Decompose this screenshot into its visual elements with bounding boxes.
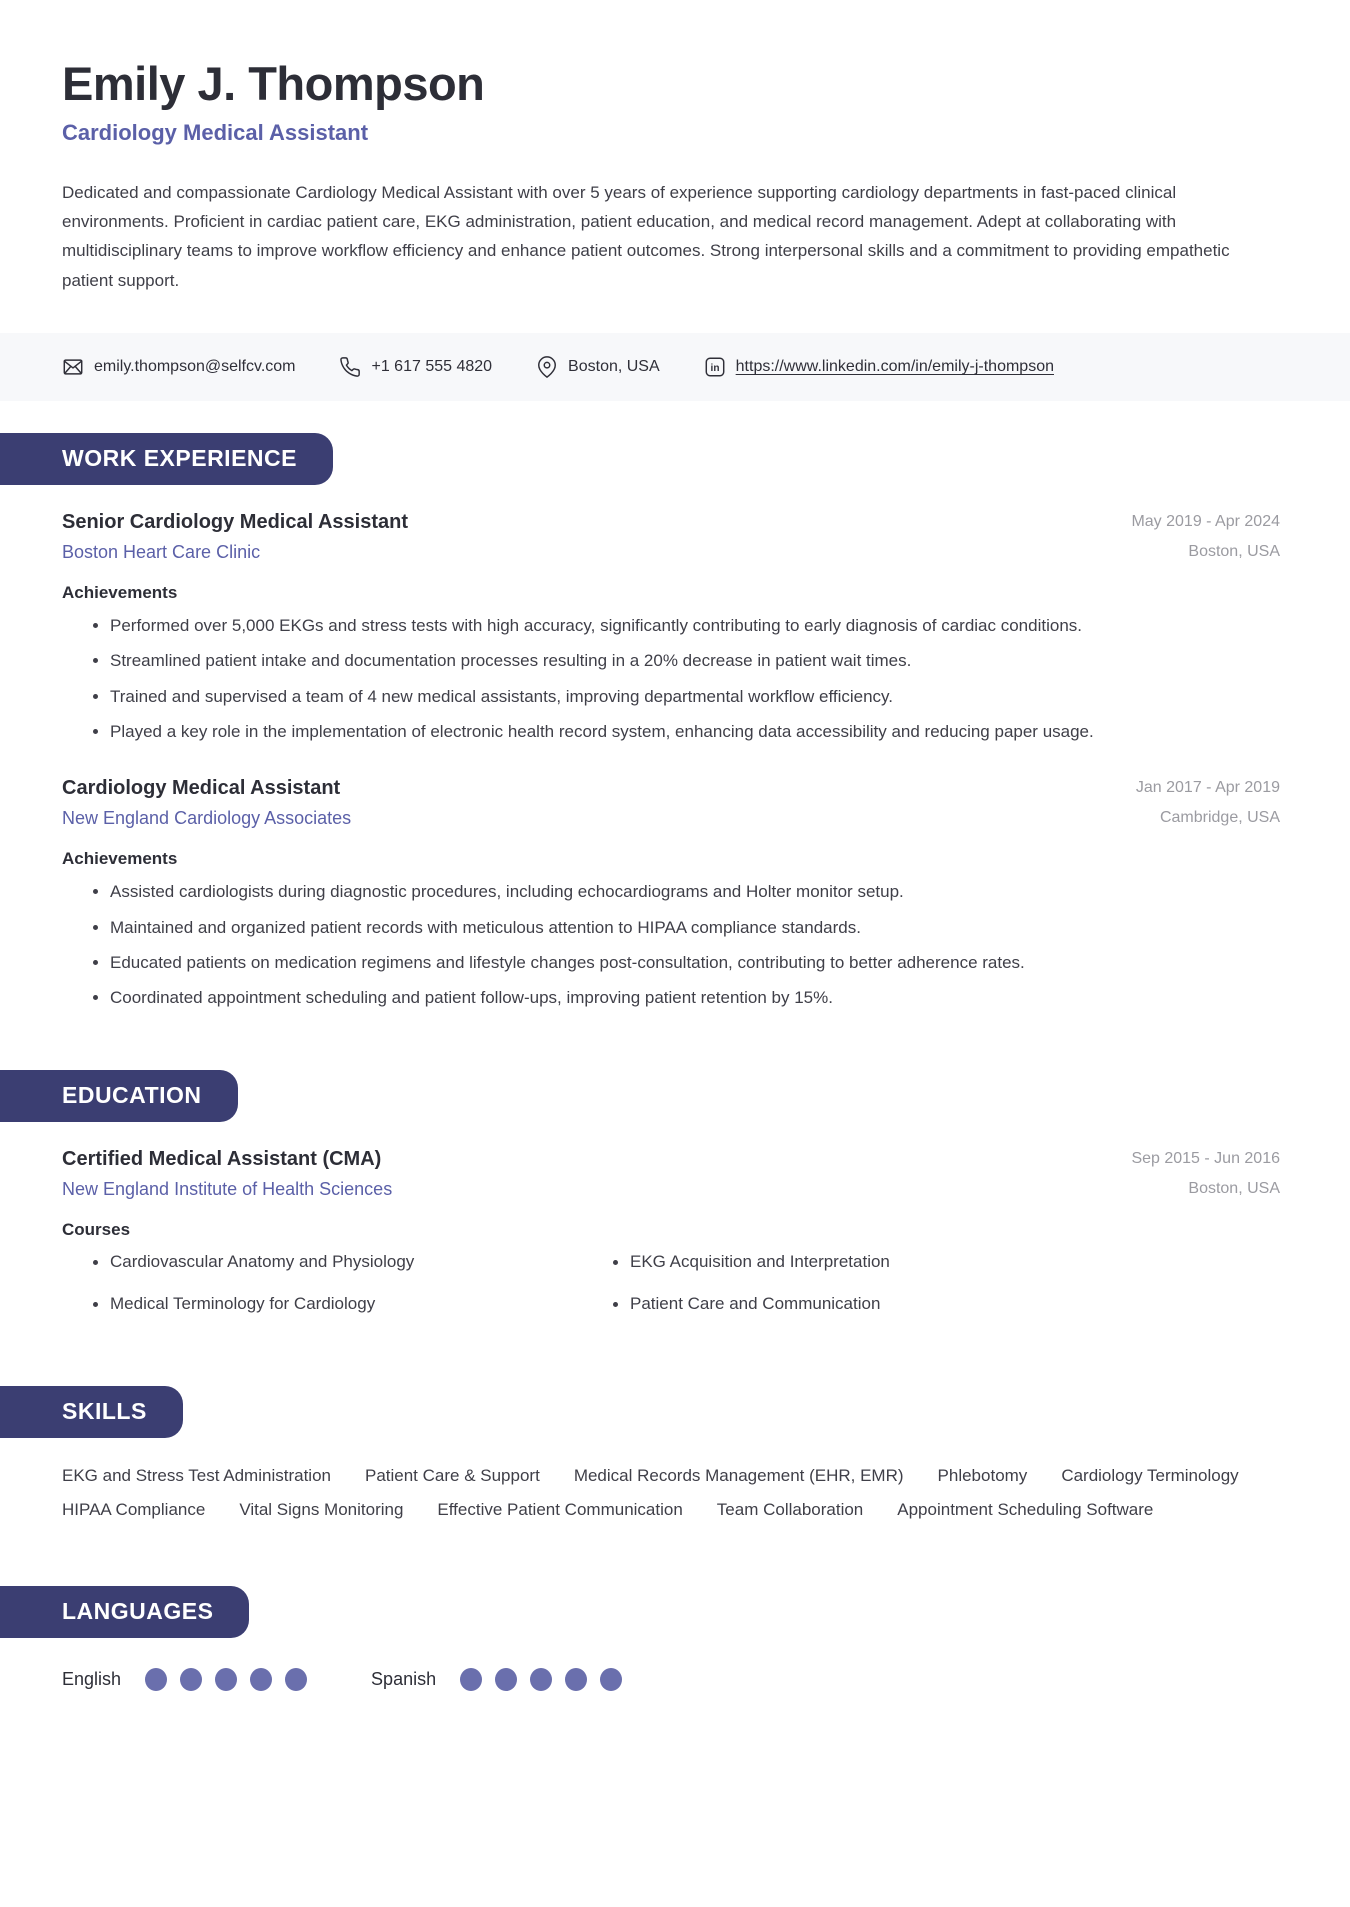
section-banner-skills: SKILLS [0, 1386, 183, 1438]
education-location: Boston, USA [1188, 1179, 1280, 1197]
level-dot-icon [600, 1668, 622, 1691]
school-name: New England Institute of Health Sciences [62, 1178, 393, 1199]
contact-bar [0, 333, 1350, 401]
achievement-item: Maintained and organized patient records with meticulous attention to HIPAA compliance standards. [93, 915, 1280, 941]
job-entry [0, 511, 1350, 745]
job-dates: Jan 2017 - Apr 2019 [1135, 779, 1280, 797]
skill-item: EKG and Stress Test Administration [62, 1465, 331, 1485]
job-company: New England Cardiology Associates [62, 808, 352, 829]
job-header [62, 511, 1280, 563]
phone-icon [339, 356, 361, 378]
level-dot-icon [460, 1668, 482, 1691]
skill-item: Team Collaboration [716, 1499, 864, 1519]
skill-item: Patient Care & Support [364, 1465, 540, 1485]
job-title: Cardiology Medical Assistant [62, 777, 341, 800]
contact-location [536, 356, 660, 378]
language-name: English [62, 1668, 122, 1689]
education-header [62, 1148, 1280, 1200]
achievements-label: Achievements [62, 582, 178, 602]
level-dot-icon [530, 1668, 552, 1691]
level-dot-icon [215, 1668, 237, 1691]
contact-phone [339, 356, 492, 378]
achievement-item: Educated patients on medication regimens and lifestyle changes post-consultation, contributing to better adherence rates. [93, 950, 1280, 976]
job-header [62, 777, 1280, 829]
skill-item: HIPAA Compliance [62, 1499, 206, 1519]
achievements-label: Achievements [62, 849, 178, 869]
level-dot-icon [180, 1668, 202, 1691]
section-banner-languages: LANGUAGES [0, 1586, 249, 1638]
skill-item: Appointment Scheduling Software [897, 1499, 1154, 1519]
level-dot-icon [495, 1668, 517, 1691]
level-dot-icon [565, 1668, 587, 1691]
skill-item: Effective Patient Communication [437, 1499, 683, 1519]
skill-item: Cardiology Terminology [1061, 1465, 1239, 1485]
courses-list [62, 1252, 1280, 1314]
job-company: Boston Heart Care Clinic [62, 541, 261, 562]
section-banner-education: EDUCATION [0, 1070, 238, 1122]
job-entry [0, 777, 1350, 1011]
achievement-item: Assisted cardiologists during diagnostic procedures, including echocardiograms and Holter monitor setup. [93, 879, 1280, 905]
language-level-spanish [460, 1668, 622, 1691]
languages-list [0, 1668, 1350, 1691]
svg-text:in: in [710, 363, 720, 375]
achievement-item: Coordinated appointment scheduling and patient follow-ups, improving patient retention by 15%. [93, 985, 1280, 1011]
level-dot-icon [285, 1668, 307, 1691]
course-item: EKG Acquisition and Interpretation [613, 1252, 1280, 1272]
achievements-list [62, 879, 1280, 1011]
envelope-icon [62, 356, 84, 378]
achievement-item: Streamlined patient intake and documentation processes resulting in a 20% decrease in patient wait times. [93, 648, 1280, 674]
degree-title: Certified Medical Assistant (CMA) [62, 1147, 382, 1170]
contact-linkedin-text: https://www.linkedin.com/in/emily-j-thompson [735, 357, 1054, 375]
education-entry [0, 1148, 1350, 1314]
skill-item: Phlebotomy [937, 1465, 1028, 1485]
summary-paragraph: Dedicated and compassionate Cardiology Medical Assistant with over 5 years of experience supporting cardiology departments in fast-paced clinical environments. Proficient in cardiac patient care, EKG administration, patient education, and medical record management. Adept at collaborating with multidisciplinary teams to improve workflow efficiency and enhance patient outcomes. Strong interpersonal skills and a commitment to providing empathetic patient support. [62, 183, 1230, 290]
level-dot-icon [250, 1668, 272, 1691]
skills-list [0, 1466, 1350, 1520]
section-banner-work-experience: WORK EXPERIENCE [0, 433, 333, 485]
job-title: Senior Cardiology Medical Assistant [62, 510, 409, 533]
achievements-list [62, 613, 1280, 745]
candidate-name: Emily J. Thompson [62, 57, 485, 110]
skill-item: Medical Records Management (EHR, EMR) [573, 1465, 904, 1485]
contact-email [62, 356, 295, 378]
course-item: Medical Terminology for Cardiology [93, 1294, 613, 1314]
contact-location-text: Boston, USA [568, 357, 660, 375]
achievement-item: Performed over 5,000 EKGs and stress tests with high accuracy, significantly contributing to early diagnosis of cardiac conditions. [93, 613, 1280, 639]
language-name: Spanish [371, 1668, 437, 1689]
job-location: Boston, USA [1188, 542, 1280, 560]
map-pin-icon [536, 356, 558, 378]
achievement-item: Played a key role in the implementation of electronic health record system, enhancing data accessibility and reducing paper usage. [93, 719, 1280, 745]
skill-item: Vital Signs Monitoring [239, 1499, 404, 1519]
job-dates: May 2019 - Apr 2024 [1131, 512, 1280, 530]
contact-email-text: emily.thompson@selfcv.com [94, 357, 296, 375]
contact-linkedin-link[interactable] [704, 356, 1054, 378]
language-item [371, 1668, 622, 1691]
achievement-item: Trained and supervised a team of 4 new medical assistants, improving departmental workflow efficiency. [93, 684, 1280, 710]
course-item: Cardiovascular Anatomy and Physiology [93, 1252, 613, 1272]
language-item [62, 1668, 307, 1691]
courses-label: Courses [62, 1219, 131, 1239]
course-item: Patient Care and Communication [613, 1294, 1280, 1314]
candidate-job-title: Cardiology Medical Assistant [62, 120, 369, 145]
linkedin-icon [704, 356, 726, 378]
contact-location-city-text: +1 617 555 4820 [371, 357, 493, 375]
job-location: Cambridge, USA [1159, 809, 1280, 827]
language-level-english [145, 1668, 307, 1691]
level-dot-icon [145, 1668, 167, 1691]
education-dates: Sep 2015 - Jun 2016 [1131, 1149, 1280, 1167]
